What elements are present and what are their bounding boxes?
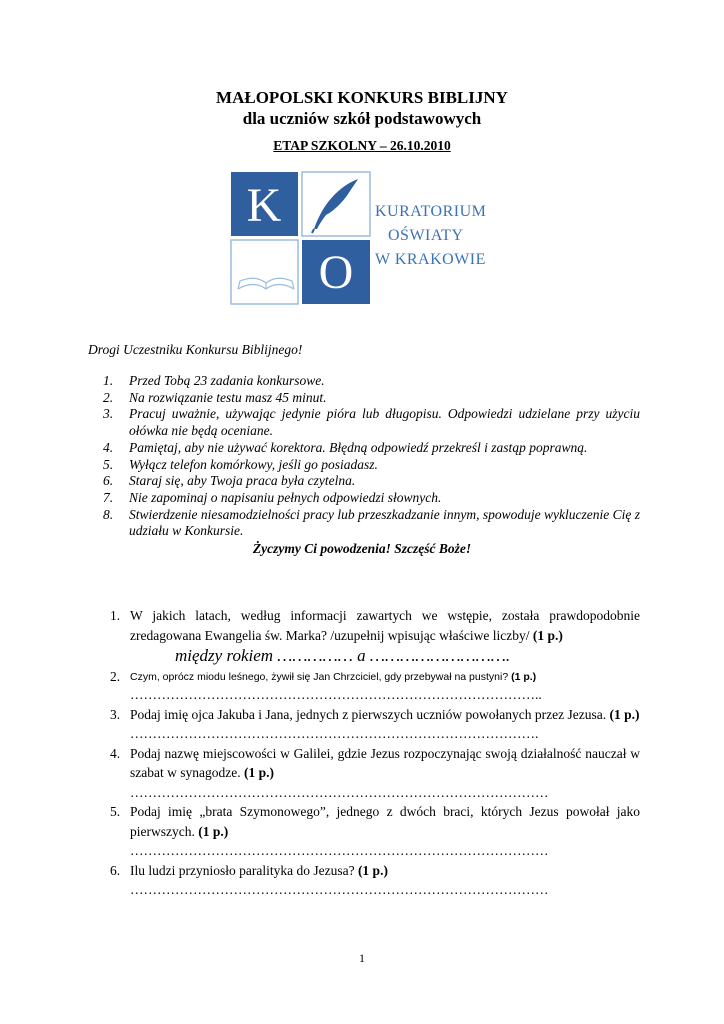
rule-number: 2. [103, 389, 114, 405]
logo-letter-k: K [246, 179, 282, 232]
question-number: 5. [110, 804, 121, 819]
question-text: Podaj imię „brata Szymonowego”, jednego z dwóch braci, których Jezus powołał jako pierwszych. [130, 804, 640, 839]
question-number: 6. [110, 862, 121, 878]
answer-field[interactable]: ………………………………………………………………………………… [130, 843, 549, 858]
question-number: 2. [110, 669, 121, 684]
question-text: Ilu ludzi przyniosło paralityka do Jezusa? [130, 862, 358, 878]
question-points: (1 p.) [198, 823, 229, 839]
rule-text: Wyłącz telefon komórkowy, jeśli go posiadasz. [129, 456, 378, 472]
contest-subtitle: dla uczniów szkół podstawowych [242, 109, 482, 128]
rule-text: Pracuj uważnie, używając jedynie pióra lub długopisu. Odpowiedzi udzielane przy użyciu ołówka nie będą oceniane. [129, 406, 640, 439]
rules-list [103, 373, 640, 540]
rule-text: Pamiętaj, aby nie używać korektora. Błędną odpowiedź przekreśl i zastąp poprawną. [129, 439, 588, 455]
question-item [110, 802, 640, 861]
answer-field[interactable]: ………………………………………………………………………………. [130, 726, 539, 741]
rule-item [103, 473, 640, 490]
answer-field[interactable]: ………………………………………………………………………………… [130, 882, 549, 897]
question-points: (1 p.) [357, 862, 388, 878]
page-number: 1 [359, 951, 365, 965]
rule-item [103, 406, 640, 439]
logo-line-2: OŚWIATY [388, 227, 464, 244]
questions-list [110, 606, 640, 900]
question-points: (1 p.) [532, 627, 563, 643]
question-item [110, 606, 640, 667]
rule-number: 8. [103, 506, 114, 522]
rule-number: 6. [103, 473, 114, 489]
rule-number: 4. [103, 439, 114, 455]
question-points: (1 p.) [609, 706, 640, 722]
rule-item [103, 440, 640, 457]
question-number: 1. [110, 608, 121, 623]
stage-date: ETAP SZKOLNY – 26.10.2010 [273, 138, 451, 153]
question-number: 3. [110, 706, 121, 722]
question-text: W jakich latach, według informacji zawartych we wstępie, została prawdopodobnie zredagowana Ewangelia św. Marka? /uzupełnij wpisując właściwe liczby/ [130, 608, 640, 643]
question-number: 4. [110, 745, 121, 761]
logo-line-3: W KRAKOWIE [375, 251, 486, 268]
rule-item [103, 457, 640, 474]
question-item [110, 744, 640, 803]
rule-text: Na rozwiązanie testu masz 45 minut. [129, 389, 327, 405]
logo-line-1: KURATORIUM [375, 203, 487, 220]
question-item [110, 705, 640, 744]
rule-number: 5. [103, 456, 114, 472]
question-points: (1 p.) [243, 765, 274, 780]
question-text: Czym, oprócz miodu leśnego, żywił się Jan Chrzciciel, gdy przebywał na pustyni? [130, 671, 512, 683]
rule-text: Przed Tobą 23 zadania konkursowe. [129, 373, 325, 388]
question-item [110, 669, 640, 705]
logo-letter-o: O [318, 246, 354, 299]
logo-tiles [230, 171, 375, 305]
rule-number: 7. [103, 489, 114, 505]
rule-number: 1. [103, 373, 114, 388]
answer-field[interactable]: ………………………………………………………………………………… [130, 784, 549, 800]
rule-item [103, 507, 640, 540]
question-points: (1 p.) [511, 671, 537, 683]
rule-item [103, 373, 640, 390]
question-text: Podaj nazwę miejscowości w Galilei, gdzie Jezus rozpoczynając swoją działalność nauczał w szabat w synagodze. [130, 745, 640, 780]
contest-title: MAŁOPOLSKI KONKURS BIBLIJNY [216, 88, 508, 107]
logo-tile-book [231, 240, 298, 304]
answer-field[interactable]: ……………………………………………………………………………….. [130, 687, 542, 702]
rule-text: Staraj się, aby Twoja praca była czytelna. [129, 473, 356, 489]
rule-item [103, 390, 640, 407]
greeting: Drogi Uczestniku Konkursu Biblijnego! [88, 342, 303, 357]
rule-number: 3. [103, 406, 114, 422]
question-text: Podaj imię ojca Jakuba i Jana, jednych z pierwszych uczniów powołanych przez Jezusa. [130, 706, 610, 722]
answer-field[interactable]: między rokiem …………… a ………………………. [175, 646, 511, 665]
question-item [110, 861, 640, 900]
kuratorium-logo [230, 171, 500, 305]
good-luck-wish: Życzymy Ci powodzenia! Szczęść Boże! [252, 541, 472, 556]
rule-item [103, 490, 640, 507]
rule-text: Stwierdzenie niesamodzielności pracy lub przeszkadzanie innym, spowoduje wykluczenie Cię z udziału w Konkursie. [129, 506, 640, 539]
rule-text: Nie zapominaj o napisaniu pełnych odpowiedzi słownych. [129, 489, 442, 505]
